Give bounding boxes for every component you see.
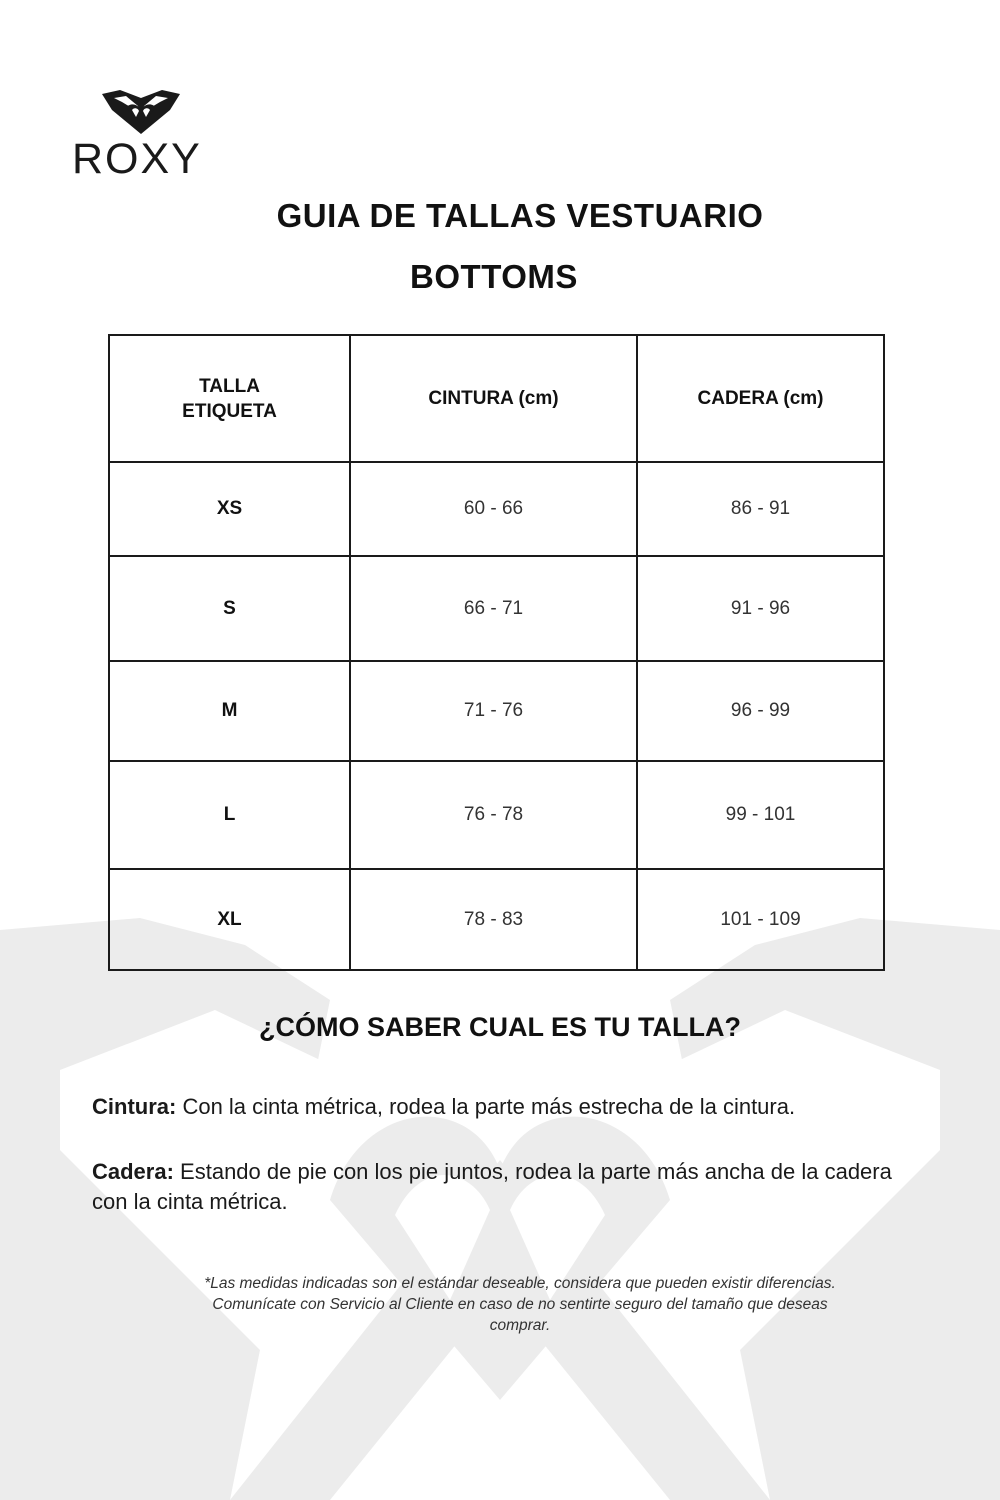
cintura-cell: 60 - 66 (350, 462, 637, 556)
cadera-label: Cadera: (92, 1159, 174, 1184)
page-subtitle: BOTTOMS (410, 258, 578, 295)
header-talla: TALLA ETIQUETA (109, 335, 350, 462)
cadera-cell: 86 - 91 (637, 462, 884, 556)
cintura-text: Con la cinta métrica, rodea la parte más estrecha de la cintura. (182, 1094, 796, 1119)
size-cell: M (109, 661, 350, 761)
howto-heading: ¿CÓMO SABER CUAL ES TU TALLA? (259, 1012, 741, 1042)
cintura-cell: 66 - 71 (350, 556, 637, 661)
cadera-cell: 91 - 96 (637, 556, 884, 661)
cintura-cell: 78 - 83 (350, 869, 637, 970)
cadera-cell: 99 - 101 (637, 761, 884, 869)
cadera-instruction (92, 1157, 932, 1217)
roxy-heart-logo-icon (100, 88, 182, 136)
table-row (109, 869, 884, 970)
cadera-cell: 101 - 109 (637, 869, 884, 970)
table-row (109, 462, 884, 556)
table-header-row (109, 335, 884, 462)
brand-name: ROXY (72, 135, 202, 183)
table-row (109, 761, 884, 869)
cintura-cell: 71 - 76 (350, 661, 637, 761)
brand-logo (72, 88, 217, 181)
page-title: GUIA DE TALLAS VESTUARIO (276, 197, 764, 234)
size-cell: XL (109, 869, 350, 970)
size-cell: XS (109, 462, 350, 556)
size-cell: L (109, 761, 350, 869)
cintura-label: Cintura: (92, 1094, 177, 1119)
cintura-instruction (92, 1092, 932, 1122)
cadera-text: Estando de pie con los pie juntos, rodea la parte más ancha de la cadera con la cinta métrica. (92, 1159, 892, 1214)
cadera-cell: 96 - 99 (637, 661, 884, 761)
table-row (109, 556, 884, 661)
cintura-cell: 76 - 78 (350, 761, 637, 869)
header-cadera: CADERA (cm) (637, 335, 884, 462)
header-cintura: CINTURA (cm) (350, 335, 637, 462)
size-table (108, 334, 885, 971)
size-cell: S (109, 556, 350, 661)
table-row (109, 661, 884, 761)
disclaimer-note: *Las medidas indicadas son el estándar deseable, considera que pueden existir diferencias. Comunícate con Servicio al Cliente en caso de no sentirte seguro del tamaño que deseas comprar. (204, 1275, 836, 1334)
